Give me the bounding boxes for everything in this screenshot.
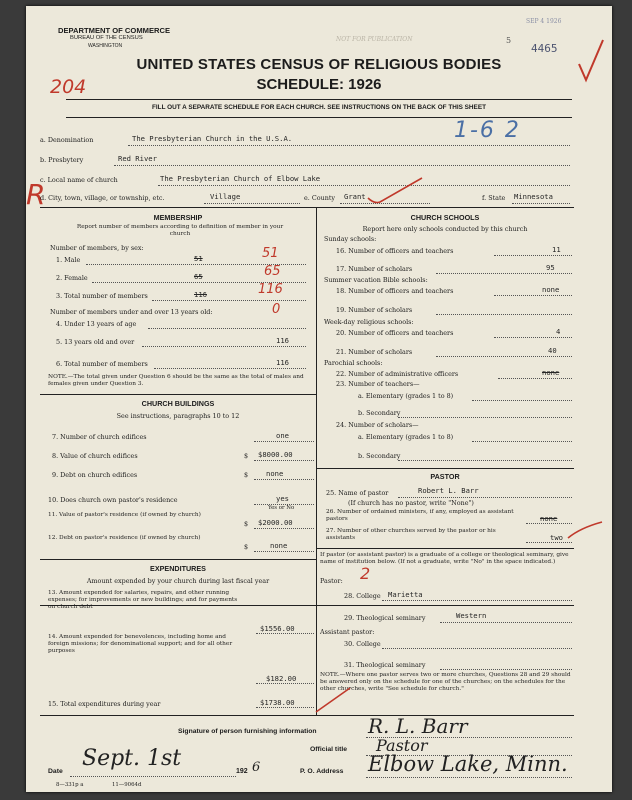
form-title: UNITED STATES CENSUS OF RELIGIOUS BODIES (136, 56, 502, 73)
q20-line (494, 337, 572, 338)
buildings-sub: See instructions, paragraphs 10 to 12 (116, 412, 240, 420)
q27-value[interactable]: two (550, 533, 563, 542)
q5-label: 5. 13 years old and over (56, 338, 135, 346)
po-address-value[interactable]: Elbow Lake, Minn. (368, 752, 568, 776)
stamp-small-number: 5 (506, 36, 512, 45)
buildings-rule (40, 394, 316, 395)
q14-line (256, 683, 314, 684)
q25-note: (If church has no pastor, write "None") (348, 499, 474, 507)
q29-label: 29. Theological seminary (344, 614, 426, 622)
weekday-label: Week-day religious schools: (324, 318, 414, 326)
membership-note: NOTE.—The total given under Question 6 should be the same as the total of males and females given under Question 3. (48, 374, 304, 387)
print-number: 11—9064d (112, 782, 142, 788)
q23a-line (472, 400, 572, 401)
schedule-title: SCHEDULE: 1926 (256, 76, 382, 93)
form-instruction: FILL OUT A SEPARATE SCHEDULE FOR EACH CHURCH. SEE INSTRUCTIONS ON THE BACK OF THIS SHEET (152, 104, 486, 111)
q22-line (498, 378, 572, 379)
q12-value[interactable]: none (270, 541, 288, 550)
column-divider (316, 207, 317, 605)
q17-label: 17. Number of scholars (336, 265, 413, 273)
section-top-rule (40, 207, 574, 208)
q17-value[interactable]: 95 (546, 263, 555, 272)
official-title-label: Official title (310, 746, 348, 753)
assistant-sub-label: Assistant pastor: (320, 628, 375, 636)
q22-value[interactable]: none (542, 368, 560, 377)
county-label: e. County (304, 194, 335, 202)
bureau-name: BUREAU OF THE CENSUS (70, 35, 143, 41)
grad-note: If pastor (or assistant pastor) is a graduate of a college or theological seminary, give name of institution below. (If not a graduate, write "No" in the space indicated.) (320, 552, 569, 565)
q18-value[interactable]: none (542, 285, 560, 294)
q14-label: 14. Amount expended for benevolences, including home and foreign missions; for denominational support; and for all other purposes (48, 634, 233, 654)
under-over-label: Number of members under and over 13 years old: (50, 308, 213, 316)
q20-value[interactable]: 4 (556, 327, 561, 336)
parochial-label: Parochial schools: (324, 359, 383, 367)
q3-hand-value: 116 (258, 282, 283, 297)
denomination-field[interactable]: The Presbyterian Church in the U.S.A. (132, 134, 293, 143)
q24a-line (472, 441, 572, 442)
date-label: Date (48, 768, 63, 775)
q1-typed-value[interactable]: 51 (194, 254, 203, 263)
q21-line (436, 356, 572, 357)
schools-intro: Report here only schools conducted by this church (362, 225, 528, 233)
red-two-mark: 2 (360, 564, 371, 583)
q21-label: 21. Number of scholars (336, 348, 413, 356)
red-index-number: 204 (50, 76, 87, 98)
q9-line (254, 479, 314, 480)
buildings-heading: CHURCH BUILDINGS (141, 399, 215, 408)
q7-value[interactable]: one (276, 431, 289, 440)
q11-label: 11. Value of pastor's residence (if owned by church) (48, 512, 201, 518)
q7-label: 7. Number of church edifices (52, 433, 147, 441)
q15-line (256, 707, 314, 708)
city-name: WASHINGTON (88, 43, 123, 49)
q27-label: 27. Number of other churches served by the pastor or his assistants (326, 528, 496, 541)
q11-line (254, 528, 314, 529)
q15-value[interactable]: $1738.00 (260, 698, 295, 707)
q4-label: 4. Under 13 years of age (56, 320, 137, 328)
department-name: DEPARTMENT OF COMMERCE (58, 26, 171, 35)
q12-dollar: $ (244, 543, 249, 551)
q5-line (142, 346, 306, 347)
q9-dollar: $ (244, 471, 249, 479)
denomination-label: a. Denomination (40, 136, 94, 144)
q3-label: 3. Total number of members (56, 292, 148, 300)
q23a-label: a. Elementary (grades 1 to 8) (358, 392, 454, 400)
red-q27-check-icon (566, 518, 606, 546)
presbytery-line (114, 165, 570, 166)
q26-value[interactable]: none (540, 514, 558, 523)
q24a-label: a. Elementary (grades 1 to 8) (358, 433, 454, 441)
q18-line (494, 295, 572, 296)
q1-label: 1. Male (56, 256, 81, 264)
q8-dollar: $ (244, 452, 249, 460)
q25-label: 25. Name of pastor (326, 489, 389, 497)
city-field[interactable]: Village (210, 192, 241, 201)
sunday-label: Sunday schools: (324, 235, 377, 243)
q2-label: 2. Female (56, 274, 88, 282)
q22-label: 22. Number of administrative officers (336, 370, 459, 378)
q3-typed-value[interactable]: 116 (194, 290, 207, 299)
city-label: d. City, town, village, or township, etc. (40, 194, 165, 202)
q20-label: 20. Number of officers and teachers (336, 329, 454, 337)
state-field[interactable]: Minnesota (514, 192, 553, 201)
q24b-line (398, 460, 572, 461)
q31-line (440, 669, 572, 670)
q23-label: 23. Number of teachers— (336, 380, 420, 388)
date-line (70, 776, 236, 777)
q30-label: 30. College (344, 640, 381, 648)
summer-label: Summer vacation Bible schools: (324, 276, 428, 284)
q1-hand-value: 51 (262, 246, 279, 261)
pastor-heading: PASTOR (430, 472, 460, 481)
q28-label: 28. College (344, 592, 381, 600)
q4-hand-value: 0 (272, 302, 281, 317)
q30-line (382, 648, 572, 649)
state-line (512, 203, 570, 204)
city-line (204, 203, 300, 204)
members-by-sex-label: Number of members, by sex: (50, 244, 144, 252)
q16-value[interactable]: 11 (552, 245, 561, 254)
received-stamp-number: 4465 (531, 42, 558, 55)
q19-label: 19. Number of scholars (336, 306, 413, 314)
expenditures-rule (40, 559, 316, 560)
county-field[interactable]: Grant (344, 192, 366, 201)
pastor-rule (316, 468, 574, 469)
q28-value[interactable]: Marietta (388, 590, 423, 599)
q25-line (398, 497, 572, 498)
presbytery-field[interactable]: Red River (118, 154, 157, 163)
received-date-stamp: SEP 4 1926 (526, 18, 562, 25)
q9-label: 9. Debt on church edifices (52, 471, 138, 479)
q8-value[interactable]: $8000.00 (258, 450, 293, 459)
q2-hand-value: 65 (264, 264, 281, 279)
local-name-line (158, 185, 570, 186)
membership-intro: Report number of members according to definition of member in your church (76, 224, 284, 237)
q13-line (256, 633, 314, 634)
presbytery-label: b. Presbytery (40, 156, 84, 164)
po-address-label: P. O. Address (300, 768, 344, 775)
q3-line (152, 300, 306, 301)
q13-label: 13. Amount expended for salaries, repairs, and other running expenses; for improvements or new buildings; and for payments on church debt (48, 590, 238, 610)
q14-value[interactable]: $182.00 (266, 674, 297, 683)
q23b-line (398, 417, 572, 418)
q7-line (254, 441, 314, 442)
expenditures-sub: Amount expended by your church during last fiscal year (86, 577, 270, 585)
q28-line (382, 600, 572, 601)
faded-print: NOT FOR PUBLICATION (336, 36, 413, 43)
po-address-line (366, 777, 572, 778)
q11-dollar: $ (244, 520, 249, 528)
year-printed: 192 (236, 768, 248, 775)
q31-label: 31. Theological seminary (344, 661, 426, 669)
census-schedule-sheet (26, 6, 612, 792)
official-title-value[interactable]: Pastor (376, 736, 428, 755)
local-name-label: c. Local name of church (40, 176, 118, 184)
q16-label: 16. Number of officers and teachers (336, 247, 454, 255)
denomination-line (128, 145, 570, 146)
membership-heading: MEMBERSHIP (153, 213, 203, 222)
signature-label: Signature of person furnishing information (178, 728, 317, 735)
red-total-check-icon (314, 686, 354, 716)
q6-typed-value[interactable]: 116 (276, 358, 289, 367)
q9-value[interactable]: none (266, 469, 284, 478)
red-county-check-icon (366, 174, 426, 206)
form-number: 8—331p a (56, 782, 84, 788)
pastor-note: NOTE.—Where one pastor serves two or more churches, Questions 28 and 29 should be answered only on the schedule for one of the churches; on the schedules for the other churches, write "See schedule for church." (320, 672, 571, 692)
pastor-sub-label: Pastor: (320, 577, 343, 585)
q5-typed-value[interactable]: 116 (276, 336, 289, 345)
q21-value[interactable]: 40 (548, 346, 557, 355)
q18-label: 18. Number of officers and teachers (336, 287, 454, 295)
expenditures-heading: EXPENDITURES (150, 564, 206, 573)
q10-label: 10. Does church own pastor's residence (48, 496, 178, 504)
margin-red-mark: R (26, 178, 46, 211)
signature-value[interactable]: R. L. Barr (368, 714, 468, 738)
yes-no-caption: Yes or No (268, 505, 295, 511)
q26-label: 26. Number of ordained ministers, if any, employed as assistant pastors (326, 509, 514, 522)
date-value[interactable]: Sept. 1st (82, 746, 182, 771)
q29-line (440, 622, 572, 623)
q12-line (254, 551, 314, 552)
q12-label: 12. Debt on pastor's residence (if owned by church) (48, 535, 201, 541)
q4-line (148, 328, 306, 329)
q6-line (154, 368, 306, 369)
q8-line (254, 460, 314, 461)
local-name-field[interactable]: The Presbyterian Church of Elbow Lake (160, 174, 321, 183)
q17-line (436, 273, 572, 274)
q24b-label: b. Secondary (358, 452, 401, 460)
state-label: f. State (482, 194, 506, 202)
q16-line (494, 255, 572, 256)
q8-label: 8. Value of church edifices (52, 452, 138, 460)
q11-value[interactable]: $2000.00 (258, 518, 293, 527)
q10-value[interactable]: yes (276, 494, 289, 503)
q2-typed-value[interactable]: 65 (194, 272, 203, 281)
q29-value[interactable]: Western (456, 611, 487, 620)
q13-value[interactable]: $1556.00 (260, 624, 295, 633)
schools-heading: CHURCH SCHOOLS (410, 213, 480, 222)
q24-label: 24. Number of scholars— (336, 421, 419, 429)
grad-rule (316, 548, 574, 549)
q23b-label: b. Secondary (358, 409, 401, 417)
q15-label: 15. Total expenditures during year (48, 700, 161, 708)
header-rule (66, 99, 572, 100)
denomination-code: 1-6 2 (454, 118, 521, 143)
q19-line (436, 314, 572, 315)
footer-rule (40, 715, 574, 716)
year-hand[interactable]: 6 (252, 760, 261, 775)
q6-label: 6. Total number of members (56, 360, 148, 368)
q25-value[interactable]: Robert L. Barr (418, 486, 479, 495)
